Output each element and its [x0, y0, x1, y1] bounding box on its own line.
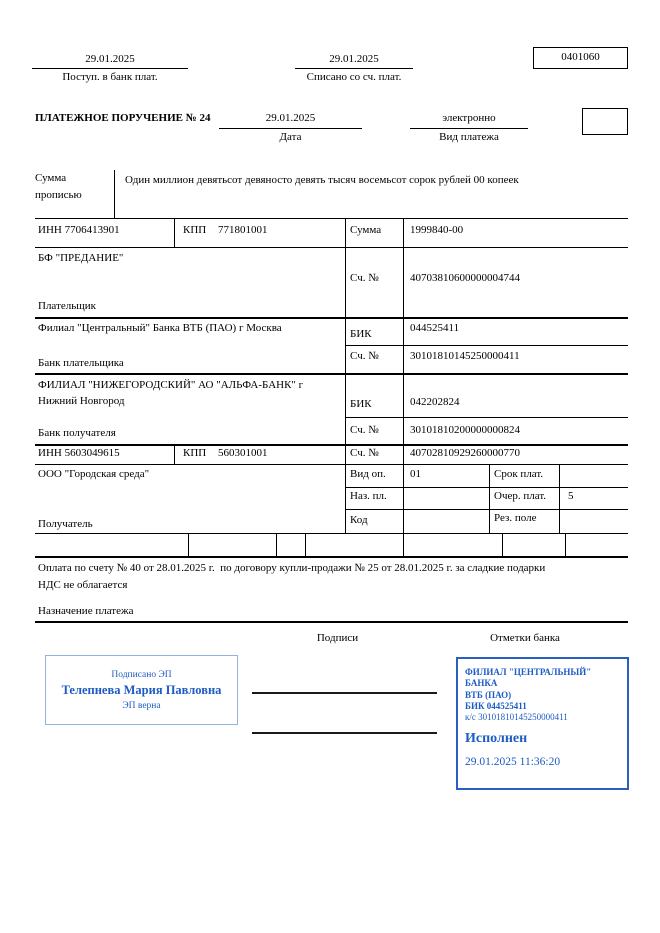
- bank-marks-label: Отметки банка: [490, 632, 560, 644]
- payer-account-label: Сч. №: [350, 272, 379, 284]
- execution-status: Исполнен: [465, 731, 528, 747]
- date-label: Дата: [279, 131, 302, 143]
- table-line: [345, 487, 628, 488]
- reserve-field-label: Рез. поле: [494, 512, 537, 524]
- table-line: [345, 345, 628, 346]
- payer-inn: ИНН 7706413901: [38, 224, 120, 236]
- received-date-label: Поступ. в банк плат.: [62, 71, 158, 83]
- bank-execution-stamp: [456, 657, 629, 790]
- received-date: 29.01.2025: [85, 53, 135, 65]
- divider: [32, 68, 188, 69]
- table-line: [35, 317, 628, 319]
- table-line: [35, 247, 628, 248]
- payee-inn: ИНН 5603049615: [38, 447, 120, 459]
- document-date: 29.01.2025: [265, 112, 316, 124]
- code-label: Код: [350, 514, 368, 526]
- priority-label: Очер. плат.: [494, 490, 547, 502]
- payer-bank-bik-label: БИК: [350, 328, 372, 340]
- signature-line: [252, 692, 437, 694]
- table-line: [403, 218, 404, 556]
- table-line: [345, 509, 628, 510]
- payer-bank-account: 30101810145250000411: [410, 350, 520, 362]
- esign-valid-label: ЭП верна: [122, 700, 161, 711]
- payee-account-label: Сч. №: [350, 447, 379, 459]
- purpose-line2: НДС не облагается: [38, 579, 128, 591]
- table-line: [35, 373, 628, 375]
- op-kind-label: Вид оп.: [350, 468, 386, 480]
- payee-kpp: 560301001: [218, 447, 268, 459]
- form-code: 0401060: [561, 51, 600, 63]
- payee-bank-account-label: Сч. №: [350, 424, 379, 436]
- purpose-code-label: Наз. пл.: [350, 490, 387, 502]
- signed-by-esign-label: Подписано ЭП: [111, 669, 172, 680]
- bank-stamp-corr-account: к/с 30101810145250000411: [465, 712, 568, 722]
- payee-bank-bik: 042202824: [410, 396, 460, 408]
- payer-kpp: 771801001: [218, 224, 268, 236]
- priority-value: 5: [568, 490, 574, 502]
- debited-date: 29.01.2025: [329, 53, 379, 65]
- payment-kind-value: электронно: [442, 112, 496, 124]
- op-kind-value: 01: [410, 468, 421, 480]
- payee-bank-name: ФИЛИАЛ "НИЖЕГОРОДСКИЙ" АО "АЛЬФА-БАНК" г Нижний Новгород: [38, 379, 304, 407]
- sum-value: 1999840-00: [410, 224, 464, 236]
- payer-kpp-label: КПП: [183, 224, 207, 236]
- electronic-signature-stamp: [45, 655, 238, 725]
- divider: [295, 68, 413, 69]
- table-line: [35, 556, 628, 558]
- bank-stamp-branch-line1: ФИЛИАЛ "ЦЕНТРАЛЬНЫЙ" БАНКА: [465, 667, 592, 689]
- signature-line: [252, 732, 437, 734]
- payee-kpp-label: КПП: [183, 447, 207, 459]
- table-line: [559, 464, 560, 533]
- bank-stamp-bik: БИК 044525411: [465, 700, 527, 711]
- payee-bank-bik-label: БИК: [350, 398, 372, 410]
- payee-bank-account: 30101810200000000824: [410, 424, 520, 436]
- payer-bank-name: Филиал "Центральный" Банка ВТБ (ПАО) г Москва: [38, 322, 282, 334]
- table-line: [345, 417, 628, 418]
- table-line: [35, 218, 628, 219]
- payee-bank-section-label: Банк получателя: [38, 427, 116, 439]
- payer-bank-bik: 044525411: [410, 322, 460, 334]
- amount-words-value: Один миллион девятьсот девяносто девять тысяч восемьсот сорок рублей 00 копеек: [125, 174, 519, 186]
- bank-stamp-branch-line2: ВТБ (ПАО): [465, 689, 512, 700]
- purpose-line1: Оплата по счету № 40 от 28.01.2025 г. по договору купли-продажи № 25 от 28.01.2025 г. за сладкие подарки: [38, 562, 546, 574]
- table-line: [174, 444, 175, 464]
- execution-timestamp: 29.01.2025 11:36:20: [465, 755, 561, 768]
- table-line: [276, 533, 277, 556]
- divider: [114, 170, 115, 218]
- payer-name: БФ "ПРЕДАНИЕ": [38, 252, 124, 264]
- divider: [219, 128, 362, 129]
- amount-words-label-line2: прописью: [35, 189, 82, 201]
- table-line: [489, 464, 490, 533]
- table-line: [305, 533, 306, 556]
- table-line: [35, 464, 628, 465]
- form-code-box: [533, 47, 628, 69]
- table-line: [35, 533, 628, 534]
- table-line: [565, 533, 566, 556]
- divider: [410, 128, 528, 129]
- signatures-label: Подписи: [316, 632, 359, 644]
- payee-section-label: Получатель: [38, 518, 93, 530]
- table-line: [174, 218, 175, 247]
- payer-section-label: Плательщик: [38, 300, 96, 312]
- table-line: [188, 533, 189, 556]
- debited-date-label: Списано со сч. плат.: [306, 71, 402, 83]
- signer-name: Телепнева Мария Павловна: [61, 682, 222, 697]
- table-line: [35, 444, 628, 446]
- pay-term-label: Срок плат.: [494, 468, 544, 480]
- payee-name: ООО "Городская среда": [38, 468, 150, 480]
- purpose-section-label: Назначение платежа: [38, 605, 134, 617]
- table-line: [502, 533, 503, 556]
- table-line: [345, 218, 346, 533]
- payment-kind-label: Вид платежа: [439, 131, 499, 143]
- amount-words-label-line1: Сумма: [35, 172, 67, 184]
- payer-bank-account-label: Сч. №: [350, 350, 379, 362]
- payee-account: 40702810929260000770: [410, 447, 520, 459]
- sum-label: Сумма: [350, 224, 382, 236]
- divider: [35, 621, 628, 623]
- payer-account: 40703810600000004744: [410, 272, 520, 284]
- payer-bank-section-label: Банк плательщика: [38, 357, 124, 369]
- status-code-box: [582, 108, 628, 135]
- document-title: ПЛАТЕЖНОЕ ПОРУЧЕНИЕ № 24: [35, 112, 211, 124]
